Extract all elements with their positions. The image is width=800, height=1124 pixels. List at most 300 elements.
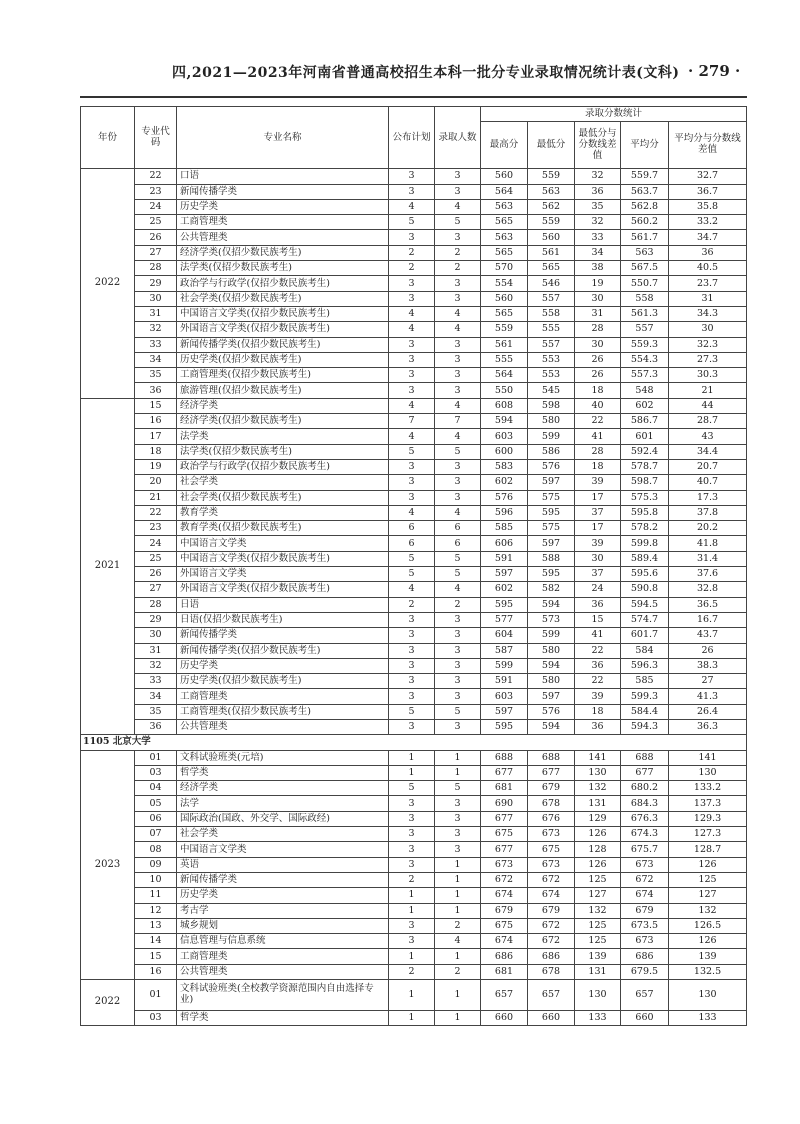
code-cell: 05 bbox=[135, 796, 177, 811]
admitted-cell: 5 bbox=[435, 781, 481, 796]
table-row bbox=[81, 857, 747, 872]
major-cell: 口语 bbox=[177, 169, 389, 184]
avg-cell: 657 bbox=[621, 980, 669, 1011]
code-cell: 03 bbox=[135, 765, 177, 780]
admitted-cell: 1 bbox=[435, 857, 481, 872]
admitted-cell: 7 bbox=[435, 414, 481, 429]
plan-cell: 2 bbox=[389, 261, 435, 276]
plan-cell: 2 bbox=[389, 597, 435, 612]
major-cell: 考古学 bbox=[177, 903, 389, 918]
plan-cell: 4 bbox=[389, 429, 435, 444]
table-row bbox=[81, 949, 747, 964]
code-cell: 15 bbox=[135, 398, 177, 413]
plan-cell: 1 bbox=[389, 949, 435, 964]
avg-cell: 559.3 bbox=[621, 337, 669, 352]
code-cell: 01 bbox=[135, 750, 177, 765]
table-row bbox=[81, 475, 747, 490]
school-name: 1105 北京大学 bbox=[81, 735, 747, 750]
max-cell: 675 bbox=[481, 827, 528, 842]
min-cell: 595 bbox=[528, 505, 575, 520]
max-cell: 672 bbox=[481, 872, 528, 887]
avg-diff-cell: 126.5 bbox=[669, 918, 747, 933]
header-code: 专业代码 bbox=[135, 107, 177, 169]
min-diff-cell: 18 bbox=[575, 459, 621, 474]
table-row bbox=[81, 199, 747, 214]
min-cell: 597 bbox=[528, 689, 575, 704]
admitted-cell: 3 bbox=[435, 276, 481, 291]
min-cell: 686 bbox=[528, 949, 575, 964]
code-cell: 23 bbox=[135, 521, 177, 536]
code-cell: 32 bbox=[135, 658, 177, 673]
code-cell: 11 bbox=[135, 888, 177, 903]
code-cell: 36 bbox=[135, 383, 177, 398]
code-cell: 30 bbox=[135, 628, 177, 643]
major-cell: 历史学类 bbox=[177, 658, 389, 673]
code-cell: 10 bbox=[135, 872, 177, 887]
header-score-group: 录取分数统计 bbox=[481, 107, 747, 122]
table-row bbox=[81, 368, 747, 383]
max-cell: 681 bbox=[481, 781, 528, 796]
major-cell: 旅游管理(仅招少数民族考生) bbox=[177, 383, 389, 398]
code-cell: 03 bbox=[135, 1011, 177, 1026]
avg-diff-cell: 38.3 bbox=[669, 658, 747, 673]
max-cell: 603 bbox=[481, 689, 528, 704]
min-diff-cell: 34 bbox=[575, 245, 621, 260]
plan-cell: 2 bbox=[389, 245, 435, 260]
table-row bbox=[81, 811, 747, 826]
header-major: 专业名称 bbox=[177, 107, 389, 169]
major-cell: 新闻传播学类 bbox=[177, 628, 389, 643]
major-cell: 公共管理类 bbox=[177, 964, 389, 979]
min-diff-cell: 22 bbox=[575, 643, 621, 658]
major-cell: 中国语言文学类(仅招少数民族考生) bbox=[177, 551, 389, 566]
min-cell: 560 bbox=[528, 230, 575, 245]
table-row bbox=[81, 888, 747, 903]
table-row bbox=[81, 1011, 747, 1026]
code-cell: 33 bbox=[135, 337, 177, 352]
avg-diff-cell: 43.7 bbox=[669, 628, 747, 643]
avg-diff-cell: 130 bbox=[669, 765, 747, 780]
table-row bbox=[81, 459, 747, 474]
max-cell: 564 bbox=[481, 368, 528, 383]
avg-diff-cell: 17.3 bbox=[669, 490, 747, 505]
year-cell: 2021 bbox=[81, 398, 135, 735]
major-cell: 社会学类 bbox=[177, 475, 389, 490]
table-row bbox=[81, 352, 747, 367]
plan-cell: 4 bbox=[389, 398, 435, 413]
table-row bbox=[81, 505, 747, 520]
table-row bbox=[81, 674, 747, 689]
max-cell: 608 bbox=[481, 398, 528, 413]
min-cell: 594 bbox=[528, 597, 575, 612]
max-cell: 603 bbox=[481, 429, 528, 444]
avg-cell: 561.7 bbox=[621, 230, 669, 245]
avg-cell: 684.3 bbox=[621, 796, 669, 811]
code-cell: 22 bbox=[135, 169, 177, 184]
max-cell: 577 bbox=[481, 612, 528, 627]
avg-cell: 560.2 bbox=[621, 215, 669, 230]
max-cell: 677 bbox=[481, 842, 528, 857]
table-row bbox=[81, 169, 747, 184]
min-cell: 597 bbox=[528, 536, 575, 551]
min-diff-cell: 17 bbox=[575, 490, 621, 505]
min-diff-cell: 37 bbox=[575, 567, 621, 582]
max-cell: 595 bbox=[481, 719, 528, 734]
plan-cell: 3 bbox=[389, 719, 435, 734]
admitted-cell: 1 bbox=[435, 765, 481, 780]
avg-cell: 563.7 bbox=[621, 184, 669, 199]
min-cell: 573 bbox=[528, 612, 575, 627]
admitted-cell: 2 bbox=[435, 245, 481, 260]
min-cell: 580 bbox=[528, 414, 575, 429]
avg-diff-cell: 127.3 bbox=[669, 827, 747, 842]
avg-diff-cell: 33.2 bbox=[669, 215, 747, 230]
min-cell: 586 bbox=[528, 444, 575, 459]
plan-cell: 3 bbox=[389, 842, 435, 857]
plan-cell: 3 bbox=[389, 827, 435, 842]
min-cell: 678 bbox=[528, 964, 575, 979]
admitted-cell: 2 bbox=[435, 261, 481, 276]
admitted-cell: 3 bbox=[435, 383, 481, 398]
min-diff-cell: 131 bbox=[575, 796, 621, 811]
avg-diff-cell: 31.4 bbox=[669, 551, 747, 566]
min-cell: 575 bbox=[528, 490, 575, 505]
min-cell: 679 bbox=[528, 781, 575, 796]
avg-diff-cell: 37.8 bbox=[669, 505, 747, 520]
major-cell: 法学 bbox=[177, 796, 389, 811]
admitted-cell: 1 bbox=[435, 888, 481, 903]
table-row bbox=[81, 215, 747, 230]
major-cell: 公共管理类 bbox=[177, 719, 389, 734]
code-cell: 26 bbox=[135, 230, 177, 245]
admitted-cell: 3 bbox=[435, 352, 481, 367]
code-cell: 24 bbox=[135, 199, 177, 214]
admitted-cell: 3 bbox=[435, 169, 481, 184]
min-cell: 672 bbox=[528, 872, 575, 887]
max-cell: 599 bbox=[481, 658, 528, 673]
min-diff-cell: 127 bbox=[575, 888, 621, 903]
admitted-cell: 4 bbox=[435, 934, 481, 949]
max-cell: 675 bbox=[481, 918, 528, 933]
avg-cell: 594.3 bbox=[621, 719, 669, 734]
min-diff-cell: 18 bbox=[575, 383, 621, 398]
admitted-cell: 3 bbox=[435, 612, 481, 627]
avg-cell: 557 bbox=[621, 322, 669, 337]
admitted-cell: 1 bbox=[435, 903, 481, 918]
max-cell: 679 bbox=[481, 903, 528, 918]
min-cell: 674 bbox=[528, 888, 575, 903]
plan-cell: 3 bbox=[389, 612, 435, 627]
min-cell: 597 bbox=[528, 475, 575, 490]
min-cell: 588 bbox=[528, 551, 575, 566]
table-row bbox=[81, 980, 747, 1011]
avg-diff-cell: 20.7 bbox=[669, 459, 747, 474]
table-row bbox=[81, 184, 747, 199]
admitted-cell: 6 bbox=[435, 536, 481, 551]
admitted-cell: 3 bbox=[435, 796, 481, 811]
major-cell: 工商管理类(仅招少数民族考生) bbox=[177, 368, 389, 383]
major-cell: 经济学类 bbox=[177, 398, 389, 413]
max-cell: 595 bbox=[481, 597, 528, 612]
code-cell: 27 bbox=[135, 582, 177, 597]
avg-diff-cell: 28.7 bbox=[669, 414, 747, 429]
table-row bbox=[81, 750, 747, 765]
table-row bbox=[81, 918, 747, 933]
major-cell: 历史学类 bbox=[177, 888, 389, 903]
table-row bbox=[81, 903, 747, 918]
header-min-diff: 最低分与分数线差值 bbox=[575, 122, 621, 169]
major-cell: 历史学类(仅招少数民族考生) bbox=[177, 674, 389, 689]
max-cell: 596 bbox=[481, 505, 528, 520]
max-cell: 677 bbox=[481, 765, 528, 780]
min-diff-cell: 41 bbox=[575, 628, 621, 643]
max-cell: 554 bbox=[481, 276, 528, 291]
avg-cell: 562.8 bbox=[621, 199, 669, 214]
admitted-cell: 3 bbox=[435, 811, 481, 826]
max-cell: 686 bbox=[481, 949, 528, 964]
code-cell: 01 bbox=[135, 980, 177, 1011]
min-cell: 576 bbox=[528, 459, 575, 474]
min-diff-cell: 36 bbox=[575, 658, 621, 673]
avg-cell: 584 bbox=[621, 643, 669, 658]
plan-cell: 3 bbox=[389, 689, 435, 704]
avg-cell: 574.7 bbox=[621, 612, 669, 627]
max-cell: 660 bbox=[481, 1011, 528, 1026]
code-cell: 32 bbox=[135, 322, 177, 337]
admitted-cell: 3 bbox=[435, 689, 481, 704]
code-cell: 08 bbox=[135, 842, 177, 857]
plan-cell: 3 bbox=[389, 658, 435, 673]
year-cell: 2022 bbox=[81, 980, 135, 1026]
admitted-cell: 5 bbox=[435, 444, 481, 459]
code-cell: 24 bbox=[135, 536, 177, 551]
table-row bbox=[81, 872, 747, 887]
max-cell: 602 bbox=[481, 475, 528, 490]
avg-diff-cell: 34.4 bbox=[669, 444, 747, 459]
plan-cell: 5 bbox=[389, 567, 435, 582]
major-cell: 法学类(仅招少数民族考生) bbox=[177, 261, 389, 276]
table-row bbox=[81, 490, 747, 505]
min-cell: 660 bbox=[528, 1011, 575, 1026]
max-cell: 674 bbox=[481, 934, 528, 949]
min-diff-cell: 125 bbox=[575, 934, 621, 949]
major-cell: 哲学类 bbox=[177, 1011, 389, 1026]
major-cell: 政治学与行政学(仅招少数民族考生) bbox=[177, 459, 389, 474]
code-cell: 17 bbox=[135, 429, 177, 444]
avg-cell: 595.6 bbox=[621, 567, 669, 582]
table-row bbox=[81, 567, 747, 582]
code-cell: 34 bbox=[135, 689, 177, 704]
code-cell: 18 bbox=[135, 444, 177, 459]
avg-diff-cell: 125 bbox=[669, 872, 747, 887]
major-cell: 经济学类 bbox=[177, 781, 389, 796]
table-row bbox=[81, 383, 747, 398]
major-cell: 法学类 bbox=[177, 429, 389, 444]
max-cell: 559 bbox=[481, 322, 528, 337]
plan-cell: 5 bbox=[389, 444, 435, 459]
min-cell: 676 bbox=[528, 811, 575, 826]
min-diff-cell: 139 bbox=[575, 949, 621, 964]
table-row bbox=[81, 414, 747, 429]
admitted-cell: 1 bbox=[435, 949, 481, 964]
avg-diff-cell: 32.3 bbox=[669, 337, 747, 352]
max-cell: 565 bbox=[481, 215, 528, 230]
admitted-cell: 2 bbox=[435, 918, 481, 933]
plan-cell: 3 bbox=[389, 643, 435, 658]
max-cell: 690 bbox=[481, 796, 528, 811]
avg-diff-cell: 26 bbox=[669, 643, 747, 658]
admission-stats-table bbox=[80, 106, 747, 1026]
code-cell: 12 bbox=[135, 903, 177, 918]
code-cell: 29 bbox=[135, 612, 177, 627]
table-row bbox=[81, 230, 747, 245]
admitted-cell: 2 bbox=[435, 964, 481, 979]
admitted-cell: 4 bbox=[435, 505, 481, 520]
plan-cell: 1 bbox=[389, 888, 435, 903]
avg-cell: 688 bbox=[621, 750, 669, 765]
min-diff-cell: 24 bbox=[575, 582, 621, 597]
avg-diff-cell: 129.3 bbox=[669, 811, 747, 826]
max-cell: 597 bbox=[481, 567, 528, 582]
max-cell: 594 bbox=[481, 414, 528, 429]
min-cell: 576 bbox=[528, 704, 575, 719]
avg-diff-cell: 141 bbox=[669, 750, 747, 765]
min-diff-cell: 30 bbox=[575, 291, 621, 306]
min-diff-cell: 22 bbox=[575, 674, 621, 689]
avg-diff-cell: 41.8 bbox=[669, 536, 747, 551]
plan-cell: 4 bbox=[389, 199, 435, 214]
avg-cell: 563 bbox=[621, 245, 669, 260]
min-diff-cell: 19 bbox=[575, 276, 621, 291]
major-cell: 公共管理类 bbox=[177, 230, 389, 245]
table-body-upper bbox=[81, 169, 747, 735]
plan-cell: 4 bbox=[389, 322, 435, 337]
major-cell: 政治学与行政学(仅招少数民族考生) bbox=[177, 276, 389, 291]
max-cell: 591 bbox=[481, 674, 528, 689]
min-diff-cell: 28 bbox=[575, 322, 621, 337]
table-row bbox=[81, 964, 747, 979]
min-cell: 688 bbox=[528, 750, 575, 765]
major-cell: 日语(仅招少数民族考生) bbox=[177, 612, 389, 627]
major-cell: 社会学类(仅招少数民族考生) bbox=[177, 291, 389, 306]
avg-cell: 596.3 bbox=[621, 658, 669, 673]
avg-diff-cell: 137.3 bbox=[669, 796, 747, 811]
admitted-cell: 5 bbox=[435, 704, 481, 719]
min-cell: 545 bbox=[528, 383, 575, 398]
admitted-cell: 4 bbox=[435, 199, 481, 214]
table-row bbox=[81, 582, 747, 597]
avg-diff-cell: 27 bbox=[669, 674, 747, 689]
min-diff-cell: 125 bbox=[575, 872, 621, 887]
table-body-school bbox=[81, 735, 747, 750]
header-min: 最低分 bbox=[528, 122, 575, 169]
code-cell: 16 bbox=[135, 414, 177, 429]
avg-cell: 554.3 bbox=[621, 352, 669, 367]
admitted-cell: 1 bbox=[435, 1011, 481, 1026]
min-diff-cell: 15 bbox=[575, 612, 621, 627]
major-cell: 外国语言文学类(仅招少数民族考生) bbox=[177, 322, 389, 337]
avg-diff-cell: 36 bbox=[669, 245, 747, 260]
min-diff-cell: 131 bbox=[575, 964, 621, 979]
min-cell: 672 bbox=[528, 934, 575, 949]
admitted-cell: 4 bbox=[435, 398, 481, 413]
max-cell: 564 bbox=[481, 184, 528, 199]
year-cell: 2022 bbox=[81, 169, 135, 398]
avg-diff-cell: 16.7 bbox=[669, 612, 747, 627]
admitted-cell: 3 bbox=[435, 674, 481, 689]
header-max: 最高分 bbox=[481, 122, 528, 169]
max-cell: 606 bbox=[481, 536, 528, 551]
code-cell: 34 bbox=[135, 352, 177, 367]
major-cell: 外国语言文学类(仅招少数民族考生) bbox=[177, 582, 389, 597]
admitted-cell: 3 bbox=[435, 643, 481, 658]
plan-cell: 7 bbox=[389, 414, 435, 429]
min-diff-cell: 31 bbox=[575, 306, 621, 321]
plan-cell: 3 bbox=[389, 230, 435, 245]
school-row bbox=[81, 735, 747, 750]
admitted-cell: 3 bbox=[435, 658, 481, 673]
code-cell: 14 bbox=[135, 934, 177, 949]
admitted-cell: 3 bbox=[435, 337, 481, 352]
avg-cell: 680.2 bbox=[621, 781, 669, 796]
min-diff-cell: 32 bbox=[575, 215, 621, 230]
code-cell: 22 bbox=[135, 505, 177, 520]
min-diff-cell: 28 bbox=[575, 444, 621, 459]
code-cell: 30 bbox=[135, 291, 177, 306]
avg-diff-cell: 34.3 bbox=[669, 306, 747, 321]
admitted-cell: 1 bbox=[435, 872, 481, 887]
major-cell: 经济学类(仅招少数民族考生) bbox=[177, 414, 389, 429]
avg-diff-cell: 35.8 bbox=[669, 199, 747, 214]
max-cell: 583 bbox=[481, 459, 528, 474]
major-cell: 社会学类 bbox=[177, 827, 389, 842]
avg-diff-cell: 44 bbox=[669, 398, 747, 413]
min-cell: 599 bbox=[528, 628, 575, 643]
max-cell: 591 bbox=[481, 551, 528, 566]
avg-cell: 673 bbox=[621, 857, 669, 872]
avg-diff-cell: 43 bbox=[669, 429, 747, 444]
avg-diff-cell: 40.5 bbox=[669, 261, 747, 276]
code-cell: 07 bbox=[135, 827, 177, 842]
avg-cell: 601 bbox=[621, 429, 669, 444]
table-row bbox=[81, 719, 747, 734]
avg-diff-cell: 40.7 bbox=[669, 475, 747, 490]
plan-cell: 3 bbox=[389, 918, 435, 933]
code-cell: 33 bbox=[135, 674, 177, 689]
avg-cell: 679 bbox=[621, 903, 669, 918]
min-cell: 677 bbox=[528, 765, 575, 780]
major-cell: 新闻传播学类(仅招少数民族考生) bbox=[177, 337, 389, 352]
major-cell: 国际政治(国政、外交学、国际政经) bbox=[177, 811, 389, 826]
avg-diff-cell: 126 bbox=[669, 857, 747, 872]
admitted-cell: 4 bbox=[435, 429, 481, 444]
major-cell: 法学类(仅招少数民族考生) bbox=[177, 444, 389, 459]
table-body-lower bbox=[81, 750, 747, 1026]
min-cell: 559 bbox=[528, 215, 575, 230]
min-diff-cell: 35 bbox=[575, 199, 621, 214]
avg-cell: 601.7 bbox=[621, 628, 669, 643]
min-cell: 562 bbox=[528, 199, 575, 214]
avg-diff-cell: 27.3 bbox=[669, 352, 747, 367]
admitted-cell: 3 bbox=[435, 628, 481, 643]
min-cell: 599 bbox=[528, 429, 575, 444]
min-cell: 575 bbox=[528, 521, 575, 536]
avg-diff-cell: 31 bbox=[669, 291, 747, 306]
max-cell: 565 bbox=[481, 306, 528, 321]
min-cell: 582 bbox=[528, 582, 575, 597]
table-row bbox=[81, 612, 747, 627]
plan-cell: 3 bbox=[389, 674, 435, 689]
